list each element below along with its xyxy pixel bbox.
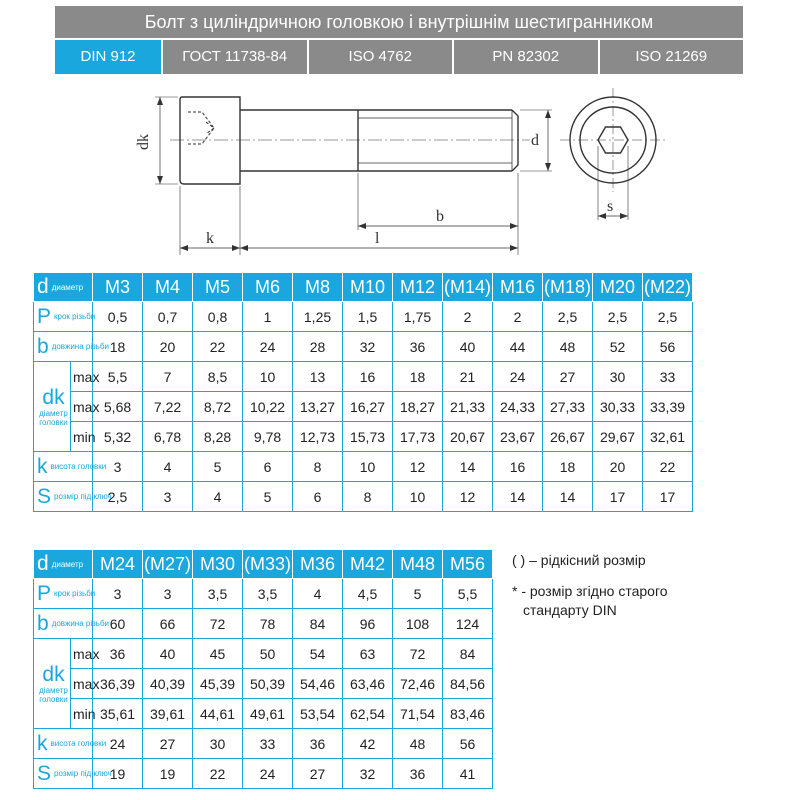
cell: 30 bbox=[593, 362, 643, 392]
sub-label-max: max bbox=[71, 639, 93, 669]
cell: 22 bbox=[643, 452, 693, 482]
cell: 49,61 bbox=[243, 699, 293, 729]
row-label-d: d диаметр bbox=[34, 273, 93, 302]
cell: 3 bbox=[93, 452, 143, 482]
sub-label-max: max bbox=[71, 362, 93, 392]
cell: 52 bbox=[593, 332, 643, 362]
cell: 24,33 bbox=[493, 392, 543, 422]
row-label-dk: dk діаметр головки bbox=[34, 362, 71, 452]
cell: 56 bbox=[643, 332, 693, 362]
cell: 7,22 bbox=[143, 392, 193, 422]
size-header: M24 bbox=[93, 550, 143, 579]
cell: 10,22 bbox=[243, 392, 293, 422]
cell: 5 bbox=[243, 482, 293, 512]
cell: 24 bbox=[243, 332, 293, 362]
cell: 33 bbox=[643, 362, 693, 392]
cell: 17 bbox=[643, 482, 693, 512]
cell: 2 bbox=[443, 302, 493, 332]
cell: 0,7 bbox=[143, 302, 193, 332]
cell: 40 bbox=[143, 639, 193, 669]
cell: 8 bbox=[293, 452, 343, 482]
cell: 16 bbox=[493, 452, 543, 482]
cell: 1,5 bbox=[343, 302, 393, 332]
table-row-wrench-size bbox=[34, 482, 693, 512]
cell: 24 bbox=[243, 759, 293, 789]
cell: 9,78 bbox=[243, 422, 293, 452]
cell: 27 bbox=[143, 729, 193, 759]
sub-label-min: min bbox=[71, 422, 93, 452]
cell: 71,54 bbox=[393, 699, 443, 729]
size-header: M42 bbox=[343, 550, 393, 579]
cell: 50 bbox=[243, 639, 293, 669]
size-header: M30 bbox=[193, 550, 243, 579]
note-old-standard-2: стандарту DIN bbox=[523, 602, 617, 618]
cell: 10 bbox=[243, 362, 293, 392]
row-label-b: b довжина різьби bbox=[34, 332, 93, 362]
cell: 6,78 bbox=[143, 422, 193, 452]
cell: 17 bbox=[593, 482, 643, 512]
cell: 66 bbox=[143, 609, 193, 639]
cell: 18 bbox=[393, 362, 443, 392]
cell: 5 bbox=[193, 452, 243, 482]
cell: 48 bbox=[393, 729, 443, 759]
standard-tab-iso21269[interactable]: ISO 21269 bbox=[598, 40, 744, 74]
cell: 78 bbox=[243, 609, 293, 639]
cell: 29,67 bbox=[593, 422, 643, 452]
table-row-head-height bbox=[34, 452, 693, 482]
cell: 10 bbox=[393, 482, 443, 512]
table-row-head-diameter-max bbox=[34, 639, 493, 669]
cell: 4,5 bbox=[343, 579, 393, 609]
size-header: M12 bbox=[393, 273, 443, 302]
cell: 13,27 bbox=[293, 392, 343, 422]
table-row-thread-length bbox=[34, 332, 693, 362]
cell: 30 bbox=[193, 729, 243, 759]
cell: 45 bbox=[193, 639, 243, 669]
table-row-head-diameter-max2 bbox=[34, 392, 693, 422]
bolt-drawing bbox=[120, 80, 680, 260]
cell: 3 bbox=[93, 579, 143, 609]
cell: 36 bbox=[293, 729, 343, 759]
size-header: M16 bbox=[493, 273, 543, 302]
cell: 3,5 bbox=[193, 579, 243, 609]
cell: 84,56 bbox=[443, 669, 493, 699]
cell: 4 bbox=[193, 482, 243, 512]
cell: 72,46 bbox=[393, 669, 443, 699]
cell: 27 bbox=[293, 759, 343, 789]
table-row-head-height bbox=[34, 729, 493, 759]
cell: 124 bbox=[443, 609, 493, 639]
table-row-head-diameter-max2 bbox=[34, 669, 493, 699]
cell: 28 bbox=[293, 332, 343, 362]
size-header: M5 bbox=[193, 273, 243, 302]
cell: 2 bbox=[493, 302, 543, 332]
cell: 21 bbox=[443, 362, 493, 392]
size-header: M3 bbox=[93, 273, 143, 302]
cell: 19 bbox=[143, 759, 193, 789]
cell: 18 bbox=[93, 332, 143, 362]
cell: 15,73 bbox=[343, 422, 393, 452]
cell: 8,28 bbox=[193, 422, 243, 452]
size-header: M6 bbox=[243, 273, 293, 302]
size-table-2 bbox=[33, 549, 493, 789]
cell: 12 bbox=[393, 452, 443, 482]
cell: 36 bbox=[393, 332, 443, 362]
standard-tab-gost[interactable]: ГОСТ 11738-84 bbox=[161, 40, 307, 74]
cell: 45,39 bbox=[193, 669, 243, 699]
table-row-diameter bbox=[34, 273, 693, 302]
row-label-d: d диаметр bbox=[34, 550, 93, 579]
cell: 108 bbox=[393, 609, 443, 639]
cell: 56 bbox=[443, 729, 493, 759]
cell: 22 bbox=[193, 759, 243, 789]
cell: 32 bbox=[343, 759, 393, 789]
cell: 18,27 bbox=[393, 392, 443, 422]
cell: 8 bbox=[343, 482, 393, 512]
cell: 16 bbox=[343, 362, 393, 392]
standard-tab-din912[interactable]: DIN 912 bbox=[55, 40, 161, 74]
sub-label-max: max bbox=[71, 392, 93, 422]
cell: 24 bbox=[93, 729, 143, 759]
cell: 48 bbox=[543, 332, 593, 362]
cell: 21,33 bbox=[443, 392, 493, 422]
cell: 84 bbox=[293, 609, 343, 639]
cell: 33 bbox=[243, 729, 293, 759]
cell: 2,5 bbox=[593, 302, 643, 332]
cell: 54 bbox=[293, 639, 343, 669]
cell: 72 bbox=[393, 639, 443, 669]
cell: 20 bbox=[143, 332, 193, 362]
cell: 60 bbox=[93, 609, 143, 639]
cell: 53,54 bbox=[293, 699, 343, 729]
cell: 22 bbox=[193, 332, 243, 362]
row-label-k: k висота головки bbox=[34, 452, 93, 482]
cell: 1 bbox=[243, 302, 293, 332]
row-label-dk: dk діаметр головки bbox=[34, 639, 71, 729]
cell: 14 bbox=[493, 482, 543, 512]
cell: 6 bbox=[243, 452, 293, 482]
table-row-thread-length bbox=[34, 609, 493, 639]
sub-label-max: max bbox=[71, 669, 93, 699]
cell: 42 bbox=[343, 729, 393, 759]
cell: 32,61 bbox=[643, 422, 693, 452]
cell: 1,75 bbox=[393, 302, 443, 332]
cell: 7 bbox=[143, 362, 193, 392]
cell: 84 bbox=[443, 639, 493, 669]
cell: 40 bbox=[443, 332, 493, 362]
size-header: M20 bbox=[593, 273, 643, 302]
cell: 33,39 bbox=[643, 392, 693, 422]
cell: 30,33 bbox=[593, 392, 643, 422]
cell: 14 bbox=[543, 482, 593, 512]
cell: 8,72 bbox=[193, 392, 243, 422]
cell: 63,46 bbox=[343, 669, 393, 699]
cell: 5,5 bbox=[93, 362, 143, 392]
cell: 13 bbox=[293, 362, 343, 392]
dim-label-d: d bbox=[531, 132, 539, 149]
cell: 17,73 bbox=[393, 422, 443, 452]
cell: 35,61 bbox=[93, 699, 143, 729]
standard-tab-iso4762[interactable]: ISO 4762 bbox=[307, 40, 453, 74]
cell: 24 bbox=[493, 362, 543, 392]
cell: 1,25 bbox=[293, 302, 343, 332]
cell: 3 bbox=[143, 482, 193, 512]
size-header: M48 bbox=[393, 550, 443, 579]
cell: 5,68 bbox=[93, 392, 143, 422]
row-label-p: P крок різьби bbox=[34, 579, 93, 609]
cell: 44 bbox=[493, 332, 543, 362]
cell: 63 bbox=[343, 639, 393, 669]
cell: 5,32 bbox=[93, 422, 143, 452]
cell: 19 bbox=[93, 759, 143, 789]
cell: 2,5 bbox=[643, 302, 693, 332]
cell: 41 bbox=[443, 759, 493, 789]
cell: 36 bbox=[393, 759, 443, 789]
cell: 27 bbox=[543, 362, 593, 392]
cell: 12 bbox=[443, 482, 493, 512]
size-header: M4 bbox=[143, 273, 193, 302]
size-header: M56 bbox=[443, 550, 493, 579]
cell: 18 bbox=[543, 452, 593, 482]
cell: 39,61 bbox=[143, 699, 193, 729]
cell: 2,5 bbox=[543, 302, 593, 332]
table-row-wrench-size bbox=[34, 759, 493, 789]
cell: 4 bbox=[143, 452, 193, 482]
cell: 20,67 bbox=[443, 422, 493, 452]
cell: 5,5 bbox=[443, 579, 493, 609]
cell: 54,46 bbox=[293, 669, 343, 699]
cell: 50,39 bbox=[243, 669, 293, 699]
cell: 23,67 bbox=[493, 422, 543, 452]
cell: 0,8 bbox=[193, 302, 243, 332]
cell: 32 bbox=[343, 332, 393, 362]
cell: 3 bbox=[143, 579, 193, 609]
table-row-head-diameter-max bbox=[34, 362, 693, 392]
note-old-standard-1: * - розмір згідно старого bbox=[512, 583, 668, 599]
row-label-p: P крок різьби bbox=[34, 302, 93, 332]
row-label-b: b довжина різьби bbox=[34, 609, 93, 639]
row-label-k: k висота головки bbox=[34, 729, 93, 759]
cell: 83,46 bbox=[443, 699, 493, 729]
dim-label-dk: dk bbox=[135, 134, 152, 150]
cell: 4 bbox=[293, 579, 343, 609]
cell: 6 bbox=[293, 482, 343, 512]
cell: 2,5 bbox=[93, 482, 143, 512]
cell: 8,5 bbox=[193, 362, 243, 392]
size-header: (M22) bbox=[643, 273, 693, 302]
cell: 20 bbox=[593, 452, 643, 482]
size-header: M10 bbox=[343, 273, 393, 302]
sub-label-min: min bbox=[71, 699, 93, 729]
page-title: Болт з циліндричною головкою і внутрішнім шестигранником bbox=[55, 6, 743, 38]
size-header: (M18) bbox=[543, 273, 593, 302]
table-row-head-diameter-min bbox=[34, 699, 493, 729]
cell: 5 bbox=[393, 579, 443, 609]
standards-row bbox=[55, 40, 743, 74]
table-row-pitch bbox=[34, 579, 493, 609]
cell: 72 bbox=[193, 609, 243, 639]
cell: 27,33 bbox=[543, 392, 593, 422]
size-table-1 bbox=[33, 272, 693, 512]
cell: 40,39 bbox=[143, 669, 193, 699]
cell: 44,61 bbox=[193, 699, 243, 729]
cell: 16,27 bbox=[343, 392, 393, 422]
cell: 26,67 bbox=[543, 422, 593, 452]
table-row-pitch bbox=[34, 302, 693, 332]
size-header: M36 bbox=[293, 550, 343, 579]
cell: 12,73 bbox=[293, 422, 343, 452]
dim-label-s: s bbox=[607, 198, 614, 215]
row-label-s: S розмір під ключ bbox=[34, 759, 93, 789]
size-header: M8 bbox=[293, 273, 343, 302]
size-header: (M14) bbox=[443, 273, 493, 302]
cell: 0,5 bbox=[93, 302, 143, 332]
cell: 62,54 bbox=[343, 699, 393, 729]
cell: 36,39 bbox=[93, 669, 143, 699]
cell: 10 bbox=[343, 452, 393, 482]
cell: 14 bbox=[443, 452, 493, 482]
dim-label-k: k bbox=[206, 230, 214, 247]
cell: 96 bbox=[343, 609, 393, 639]
dim-label-l: l bbox=[375, 230, 380, 247]
size-header: (M27) bbox=[143, 550, 193, 579]
table-row-diameter bbox=[34, 550, 493, 579]
dim-label-b: b bbox=[436, 208, 444, 225]
row-label-s: S розмір під ключ bbox=[34, 482, 93, 512]
table-row-head-diameter-min bbox=[34, 422, 693, 452]
size-header: (M33) bbox=[243, 550, 293, 579]
note-rare-size: ( ) – рідкісний розмір bbox=[512, 552, 646, 568]
cell: 36 bbox=[93, 639, 143, 669]
standard-tab-pn[interactable]: PN 82302 bbox=[452, 40, 598, 74]
cell: 3,5 bbox=[243, 579, 293, 609]
